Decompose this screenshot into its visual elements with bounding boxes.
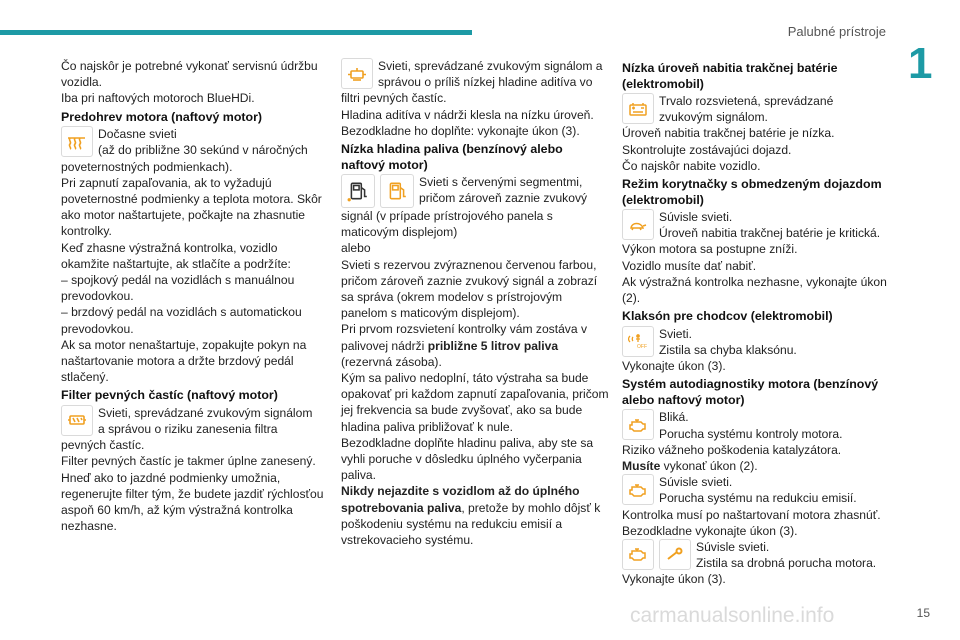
warning-desc: Svieti. <box>659 326 692 341</box>
footer-watermark: carmanualsonline.info <box>630 604 835 627</box>
warning-desc: Dočasne svieti <box>98 127 177 142</box>
section-title-dpf: Filter pevných častíc (naftový motor) <box>61 388 278 403</box>
warning-row-battery <box>622 93 890 125</box>
additive-level-icon <box>341 58 373 89</box>
body-text: Filter pevných častíc je takmer úplne zanesený. <box>61 454 316 469</box>
intro-text: Iba pri naftových motoroch BlueHDi. <box>61 91 255 106</box>
warning-desc: pričom zároveň zaznie zvukový <box>419 191 588 206</box>
warning-desc: a správou o riziku zanesenia filtra <box>98 422 278 437</box>
body-text <box>341 321 609 370</box>
warning-row-horn <box>622 326 890 358</box>
body-text: filtri pevných častíc. <box>341 91 447 106</box>
body-text: poveternostných podmienkach). <box>61 159 233 174</box>
warning-row-diag-flash <box>622 409 890 441</box>
section-title-diagnosis: Systém autodiagnostiky motora (benzínový alebo naftový motor) <box>622 377 879 407</box>
warning-desc: Zistila sa chyba klaksónu. <box>659 342 797 357</box>
intro-text: Čo najskôr je potrebné vykonať servisnú údržbu vozidla. <box>61 59 318 90</box>
body-text: alebo <box>341 241 371 256</box>
body-text: Ak sa motor nenaštartuje, zopakujte pokyn na naštartovanie motora a držte brzdový pedál stlačený. <box>61 337 307 385</box>
body-text: Výkon motora sa postupne zníži. <box>622 242 798 257</box>
body-text: Ak výstražná kontrolka nezhasne, vykonajte úkon (2). <box>622 274 887 306</box>
fuel-pump-icon <box>380 174 414 208</box>
section-title-battery: Nízka úroveň nabitia trakčnej batérie (elektromobil) <box>622 61 838 91</box>
body-text: Riziko vážneho poškodenia katalyzátora. <box>622 442 842 457</box>
wrench-icon <box>659 539 691 570</box>
body-text: Kontrolka musí po naštartovaní motora zhasnúť. <box>622 507 881 522</box>
chapter-number: 1 <box>908 39 933 88</box>
warning-row-dpf <box>61 405 329 437</box>
engine-icon <box>622 474 654 505</box>
body-text: – brzdový pedál na vozidlách s automatickou prevodovkou. <box>61 305 302 336</box>
warning-desc: Svieti, sprevádzané zvukovým signálom <box>98 405 313 420</box>
text-run-bold: Musíte <box>622 458 661 473</box>
warning-row-preheat <box>61 126 329 158</box>
warning-desc: zvukovým signálom. <box>659 110 768 125</box>
warning-desc: Súvisle svieti. <box>659 475 733 490</box>
body-text: Pri zapnutí zapaľovania, ak to vyžadujú poveternostné podmienky a teplota motora. Skôr ako motor naštartujete, počkajte na zhasnutie kontrolky. <box>61 175 322 239</box>
pedestrian-horn-icon <box>622 326 654 357</box>
body-text: Hneď ako to jazdné podmienky umožnia, regenerujte filter tým, že budete jazdiť rýchlosťou aspoň 60 km/h, až kým výstražná kontrolka nezhasne. <box>61 470 324 534</box>
warning-row-diag-steady <box>622 474 890 506</box>
warning-desc: Porucha systému kontroly motora. <box>659 426 843 441</box>
page-number: 15 <box>916 606 930 620</box>
body-text: Bezodkladne doplňte hladinu paliva, aby ste sa vyhli poruche v dôsledku úplného vyčerpania paliva. <box>341 435 594 483</box>
column-2 <box>341 58 609 548</box>
warning-desc: správou o príliš nízkej hladine aditíva vo <box>378 75 593 90</box>
engine-icon <box>622 539 654 570</box>
body-text: Vykonajte úkon (3). <box>622 359 726 374</box>
text-run-bold: Nikdy nejazdite s vozidlom až do úplného spotrebovania paliva <box>341 484 580 515</box>
warning-desc: Zistila sa drobná porucha motora. <box>696 556 877 571</box>
body-text <box>622 458 890 474</box>
body-text: Skontrolujte zostávajúci dojazd. <box>622 142 792 157</box>
warning-row-additive <box>341 58 609 90</box>
section-title-preheat: Predohrev motora (naftový motor) <box>61 109 263 124</box>
text-run: vykonať úkon (2). <box>660 458 758 473</box>
horn-icon-off-text: OFF <box>637 344 647 350</box>
warning-desc: Bliká. <box>659 410 689 425</box>
warning-desc: Porucha systému na redukciu emisií. <box>659 491 857 506</box>
warning-row-diag-minor <box>622 539 890 571</box>
warning-row-turtle <box>622 209 890 241</box>
warning-desc: Trvalo rozsvietená, sprevádzané <box>659 94 834 108</box>
body-text: Hladina aditíva v nádrži klesla na nízku úroveň. <box>341 107 594 122</box>
body-text: Vozidlo musíte dať nabiť. <box>622 258 757 273</box>
traction-battery-icon <box>622 93 654 124</box>
body-text: Keď zhasne výstražná kontrolka, vozidlo okamžite naštartujte, ak stlačíte a podržíte: <box>61 240 291 271</box>
body-text: Úroveň nabitia trakčnej batérie je nízka. <box>622 126 835 141</box>
text-run: (rezervná zásoba). <box>341 354 442 369</box>
header-accent-bar <box>0 30 472 35</box>
body-text: signál (v prípade prístrojového panela s maticovým displejom) <box>341 209 553 240</box>
warning-desc: Svieti, sprevádzané zvukovým signálom a <box>378 59 603 73</box>
body-text: Vykonajte úkon (3). <box>622 572 726 587</box>
body-text: Bezodkladne ho doplňte: vykonajte úkon (3). <box>341 123 580 138</box>
body-text: Kým sa palivo nedoplní, táto výstraha sa bude opakovať pri každom zapnutí zapaľovania, pričom jej frekvencia sa bude zvyšovať, ako sa bude hladina paliva približovať k nule. <box>341 371 609 434</box>
body-text: Svieti s rezervou zvýraznenou červenou farbou, pričom zároveň zaznie zvukový signál a zobrazí sa správa (okrem modelov s prístrojovým panelom s maticovým displejom). <box>341 257 598 321</box>
warning-row-fuel <box>341 174 609 208</box>
section-title-turtle: Režim korytnačky s obmedzeným dojazdom (elektromobil) <box>622 177 882 207</box>
text-run: , pretože by mohlo dôjsť k poškodeniu systému na redukciu emisií a vstrekovacieho systému. <box>341 500 601 548</box>
text-run-bold: približne 5 litrov paliva <box>427 338 559 353</box>
body-text <box>341 483 609 548</box>
fuel-pump-segment-icon <box>341 174 375 208</box>
warning-desc: Úroveň nabitia trakčnej batérie je kritická. <box>659 226 881 241</box>
section-title-fuel: Nízka hladina paliva (benzínový alebo naftový motor) <box>341 142 563 172</box>
page-header-title: Palubné prístroje <box>787 24 886 39</box>
body-text: – spojkový pedál na vozidlách s manuálnou prevodovkou. <box>61 272 295 304</box>
particle-filter-icon <box>61 405 93 436</box>
body-text: Čo najskôr nabite vozidlo. <box>622 158 761 173</box>
section-title-horn: Klaksón pre chodcov (elektromobil) <box>622 309 833 324</box>
warning-desc: Svieti s červenými segmentmi, <box>419 175 583 190</box>
text-run: Pri prvom rozsvietení kontrolky vám zostáva v palivovej nádrži <box>341 322 587 353</box>
warning-desc: Súvisle svieti. <box>696 539 770 554</box>
turtle-icon <box>622 209 654 240</box>
warning-desc: (až do približne 30 sekúnd v náročných <box>98 143 308 158</box>
preheat-icon <box>61 126 93 157</box>
warning-desc: Súvisle svieti. <box>659 210 733 225</box>
engine-icon <box>622 409 654 440</box>
column-3 <box>622 58 890 588</box>
body-text: pevných častíc. <box>61 438 145 453</box>
body-text: Bezodkladne vykonajte úkon (3). <box>622 523 798 538</box>
column-1 <box>61 58 329 534</box>
